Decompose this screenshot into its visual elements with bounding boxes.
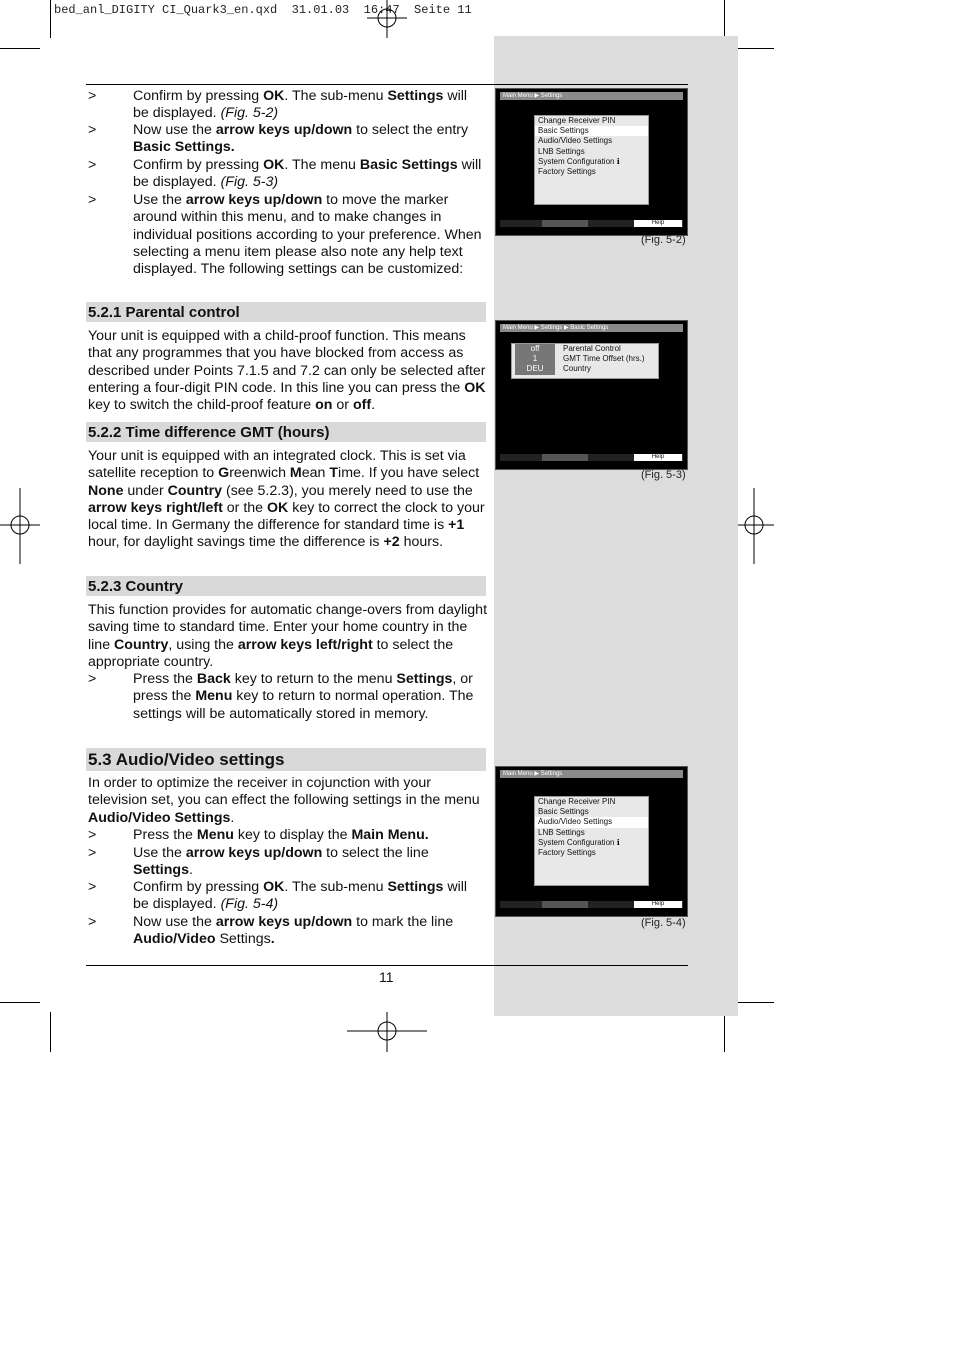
step-text: Press the Back key to return to the menu Settings, or press the Menu key to return to normal operation. The settings will be automatically stored in memory. bbox=[133, 671, 474, 722]
help-label: Help bbox=[634, 220, 682, 227]
setting-row bbox=[512, 344, 658, 354]
step-text: Confirm by pressing OK. The sub-menu Settings will be displayed. (Fig. 5-2) bbox=[133, 88, 468, 122]
menu-item: LNB Settings bbox=[538, 146, 585, 156]
menu-item: Factory Settings bbox=[538, 848, 596, 858]
menu-item: Audio/Video Settings bbox=[535, 817, 648, 827]
registration-mark-icon bbox=[0, 488, 40, 564]
registration-mark-icon bbox=[347, 1012, 427, 1052]
step-item bbox=[88, 88, 488, 122]
tv-screenshot-fig-5-3 bbox=[495, 320, 688, 470]
step-marker: > bbox=[88, 192, 97, 208]
crop-mark bbox=[0, 1002, 40, 1003]
section-heading-country: 5.2.3 Country bbox=[86, 576, 486, 596]
step-item bbox=[88, 914, 488, 948]
step-text: Confirm by pressing OK. The sub-menu Settings will be displayed. (Fig. 5-4) bbox=[133, 879, 468, 913]
help-label: Help bbox=[634, 901, 682, 908]
step-marker: > bbox=[88, 914, 97, 930]
step-text: Confirm by pressing OK. The menu Basic Settings will be displayed. (Fig. 5-3) bbox=[133, 157, 482, 191]
step-item bbox=[88, 192, 488, 296]
menu-item: Change Receiver PIN bbox=[538, 797, 616, 806]
parental-paragraph: Your unit is equipped with a child-proof function. This means that any programmes that you have blocked from access as described under Points 7.1.5 and 7.2 can only be selected after entering a four-digit PIN code. In this line you can press the OK key to switch the child-proof feature on or off. bbox=[88, 328, 486, 414]
crop-mark bbox=[724, 0, 725, 38]
setting-row bbox=[512, 364, 658, 374]
setting-value: 1 bbox=[515, 354, 555, 364]
step-text: Now use the arrow keys up/down to mark the line Audio/Video Settings. bbox=[133, 914, 454, 948]
breadcrumb: Main Menu ▶ Settings ▶ Basic Settings bbox=[500, 324, 683, 332]
step-marker: > bbox=[88, 827, 97, 843]
screen-footer bbox=[500, 220, 683, 227]
crop-mark bbox=[734, 48, 774, 49]
registration-mark-icon bbox=[367, 0, 407, 38]
top-rule bbox=[86, 84, 688, 85]
step-marker: > bbox=[88, 122, 97, 138]
registration-mark-icon bbox=[734, 488, 774, 564]
screen-footer bbox=[500, 901, 683, 908]
setting-value: off bbox=[515, 344, 555, 354]
figure-caption: (Fig. 5-3) bbox=[641, 469, 686, 481]
step-text: Use the arrow keys up/down to move the marker around within this menu, and to make changes in individual positions according to your preference. When selecting a menu item please also note any help text displayed. The following settings can be customized: bbox=[133, 192, 482, 278]
page-number: 11 bbox=[379, 969, 394, 985]
step-item bbox=[88, 122, 488, 156]
breadcrumb: Main Menu ▶ Settings bbox=[500, 770, 683, 778]
section-heading-av: 5.3 Audio/Video settings bbox=[86, 748, 486, 771]
menu-item: LNB Settings bbox=[538, 827, 585, 837]
step-text: Press the Menu key to display the Main Menu. bbox=[133, 827, 429, 843]
file-header: bed_anl_DIGITY CI_Quark3_en.qxd 31.01.03 16:47 Seite 11 bbox=[54, 3, 472, 17]
step-marker: > bbox=[88, 845, 97, 861]
step-text: Now use the arrow keys up/down to select the entry Basic Settings. bbox=[133, 122, 469, 156]
settings-menu bbox=[534, 796, 649, 886]
menu-item: Change Receiver PIN bbox=[538, 116, 616, 125]
section-heading-parental: 5.2.1 Parental control bbox=[86, 302, 486, 322]
menu-item: Factory Settings bbox=[538, 167, 596, 177]
step-item bbox=[88, 827, 488, 845]
step-text: Use the arrow keys up/down to select the line Settings. bbox=[133, 845, 429, 879]
basic-settings-menu bbox=[511, 343, 659, 379]
breadcrumb: Main Menu ▶ Settings bbox=[500, 92, 683, 100]
figure-caption: (Fig. 5-4) bbox=[641, 917, 686, 929]
setting-label: Parental Control bbox=[563, 344, 621, 353]
setting-label: GMT Time Offset (hrs.) bbox=[563, 354, 645, 364]
setting-value: DEU bbox=[515, 364, 555, 374]
bottom-rule bbox=[86, 965, 688, 966]
menu-item: System Configuration ℹ bbox=[538, 156, 620, 166]
crop-mark bbox=[0, 48, 40, 49]
step-item bbox=[88, 879, 488, 913]
step-marker: > bbox=[88, 88, 97, 104]
av-paragraph: In order to optimize the receiver in cojunction with your television set, you can effect the following settings in the menu Audio/Video Settings. bbox=[88, 775, 480, 826]
menu-item: Basic Settings bbox=[538, 807, 589, 817]
step-item bbox=[88, 845, 488, 879]
country-paragraph: This function provides for automatic change-overs from daylight saving time to standard time. Enter your home country in the line Country, using the arrow keys left/right to select the appropriate country. bbox=[88, 602, 488, 670]
menu-item: Audio/Video Settings bbox=[538, 136, 613, 146]
menu-item: Basic Settings bbox=[535, 126, 648, 136]
step-marker: > bbox=[88, 157, 97, 173]
gmt-paragraph: Your unit is equipped with an integrated clock. This is set via satellite reception to Greenwich Mean Time. If you have select None under Country (see 5.2.3), you merely need to use the arrow keys right/left or the OK key to correct the clock to your local time. In Germany the difference for standard time is +1 hour, for daylight savings time the difference is +2 hours. bbox=[88, 448, 485, 551]
crop-mark bbox=[734, 1002, 774, 1003]
menu-item: System Configuration ℹ bbox=[538, 837, 620, 847]
settings-menu bbox=[534, 115, 649, 205]
crop-mark bbox=[50, 1012, 51, 1052]
setting-label: Country bbox=[563, 364, 592, 374]
country-step bbox=[88, 671, 488, 725]
help-label: Help bbox=[634, 454, 682, 461]
step-item bbox=[88, 157, 488, 191]
setting-row bbox=[512, 354, 658, 364]
step-marker: > bbox=[88, 879, 97, 895]
crop-mark bbox=[724, 1012, 725, 1052]
figure-caption: (Fig. 5-2) bbox=[641, 234, 686, 246]
section-heading-gmt: 5.2.2 Time difference GMT (hours) bbox=[86, 422, 486, 442]
step-marker: > bbox=[88, 671, 97, 687]
tv-screenshot-fig-5-4 bbox=[495, 766, 688, 917]
crop-mark bbox=[50, 0, 51, 38]
tv-screenshot-fig-5-2 bbox=[495, 88, 688, 236]
screen-footer bbox=[500, 454, 683, 461]
